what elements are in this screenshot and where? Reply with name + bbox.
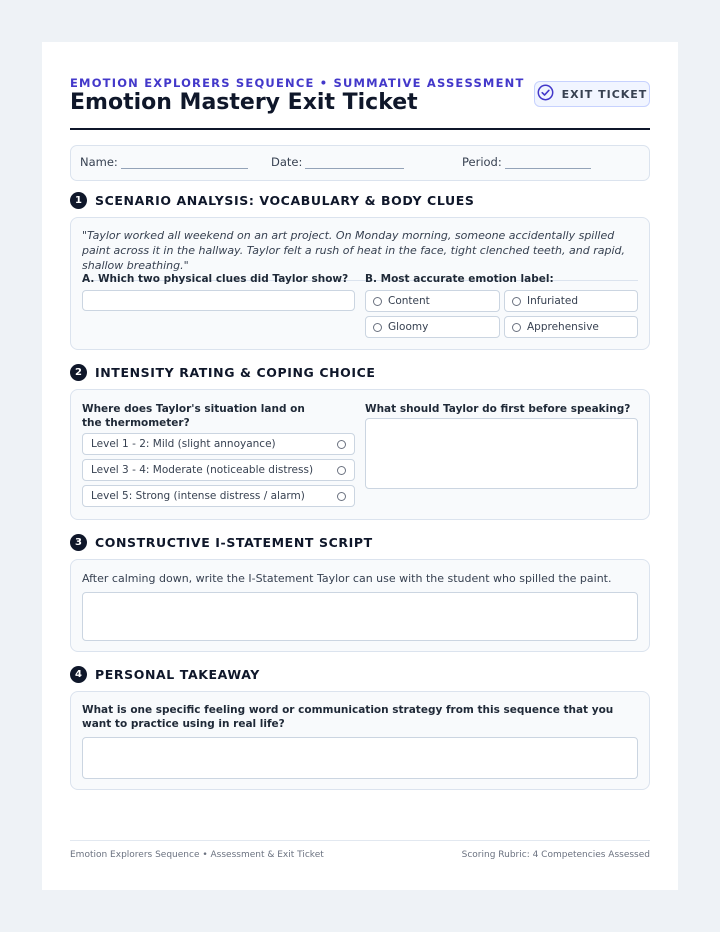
period-label: Period: xyxy=(462,155,502,169)
header-divider xyxy=(70,128,650,130)
intensity-card xyxy=(70,389,650,520)
section-2-heading xyxy=(70,364,376,381)
level-label: Level 5: Strong (intense distress / alarm) xyxy=(91,490,305,502)
level-label: Level 3 - 4: Moderate (noticeable distress) xyxy=(91,464,314,476)
scenario-text: "Taylor worked all weekend on an art project. On Monday morning, someone accidentally spilled paint across it in the hallway. Taylor felt a rush of heat in the face, tight clenched teeth, and rapid, shallow breathing." xyxy=(82,228,638,281)
page-footer xyxy=(70,840,650,861)
option-label: Apprehensive xyxy=(527,321,599,333)
radio-icon[interactable] xyxy=(337,440,346,449)
period-field[interactable] xyxy=(462,155,591,169)
i-statement-card xyxy=(70,559,650,652)
option-label: Gloomy xyxy=(388,321,429,333)
name-label: Name: xyxy=(80,155,118,169)
footer-left-text: Emotion Explorers Sequence • Assessment & Exit Ticket xyxy=(70,850,324,860)
period-line[interactable] xyxy=(505,156,591,169)
option-label: Content xyxy=(388,295,430,307)
section-number: 3 xyxy=(70,534,87,551)
radio-icon[interactable] xyxy=(512,323,521,332)
date-field[interactable] xyxy=(271,155,404,169)
footer-right-text: Scoring Rubric: 4 Competencies Assessed xyxy=(461,850,650,860)
section-title: CONSTRUCTIVE I-STATEMENT SCRIPT xyxy=(95,535,373,550)
section-title: SCENARIO ANALYSIS: VOCABULARY & BODY CLUES xyxy=(95,193,475,208)
section-number: 2 xyxy=(70,364,87,381)
name-line[interactable] xyxy=(121,156,248,169)
worksheet-page xyxy=(42,42,678,890)
student-info-row xyxy=(70,145,650,181)
radio-icon[interactable] xyxy=(373,297,382,306)
section-number: 4 xyxy=(70,666,87,683)
option-gloomy[interactable] xyxy=(365,316,500,338)
radio-icon[interactable] xyxy=(337,492,346,501)
thermometer-question: Where does Taylor's situation land on the thermometer? xyxy=(82,403,305,429)
section-4-heading xyxy=(70,666,260,683)
name-field[interactable] xyxy=(80,155,248,169)
option-infuriated[interactable] xyxy=(504,290,638,312)
level-option-mild[interactable] xyxy=(82,433,355,455)
takeaway-card xyxy=(70,691,650,790)
section-title: PERSONAL TAKEAWAY xyxy=(95,667,260,682)
physical-clues-input[interactable] xyxy=(82,290,355,311)
section-1-heading xyxy=(70,192,474,209)
question-a: A. Which two physical clues did Taylor show? xyxy=(82,273,349,285)
date-line[interactable] xyxy=(305,156,404,169)
section-title: INTENSITY RATING & COPING CHOICE xyxy=(95,365,376,380)
date-label: Date: xyxy=(271,155,303,169)
exit-ticket-badge xyxy=(534,81,650,107)
section-number: 1 xyxy=(70,192,87,209)
i-statement-prompt: After calming down, write the I-Statement Taylor can use with the student who spilled the paint. xyxy=(82,572,612,585)
radio-icon[interactable] xyxy=(512,297,521,306)
sequence-eyebrow: EMOTION EXPLORERS SEQUENCE • SUMMATIVE ASSESSMENT xyxy=(70,76,525,90)
takeaway-question: What is one specific feeling word or communication strategy from this sequence that you want to practice using in real life? xyxy=(82,704,614,730)
check-circle-icon xyxy=(537,84,554,105)
radio-icon[interactable] xyxy=(337,466,346,475)
takeaway-answer-box[interactable] xyxy=(82,737,638,779)
page-title: Emotion Mastery Exit Ticket xyxy=(70,90,418,115)
level-option-moderate[interactable] xyxy=(82,459,355,481)
worksheet-header xyxy=(70,42,650,130)
coping-answer-box[interactable] xyxy=(365,418,638,489)
option-content[interactable] xyxy=(365,290,500,312)
level-option-strong[interactable] xyxy=(82,485,355,507)
section-3-heading xyxy=(70,534,373,551)
option-label: Infuriated xyxy=(527,295,579,307)
radio-icon[interactable] xyxy=(373,323,382,332)
question-b: B. Most accurate emotion label: xyxy=(365,273,554,285)
option-apprehensive[interactable] xyxy=(504,316,638,338)
scenario-card xyxy=(70,217,650,350)
level-label: Level 1 - 2: Mild (slight annoyance) xyxy=(91,438,276,450)
exit-ticket-label: EXIT TICKET xyxy=(561,87,648,101)
i-statement-answer-box[interactable] xyxy=(82,592,638,641)
coping-question: What should Taylor do first before speaking? xyxy=(365,403,631,415)
